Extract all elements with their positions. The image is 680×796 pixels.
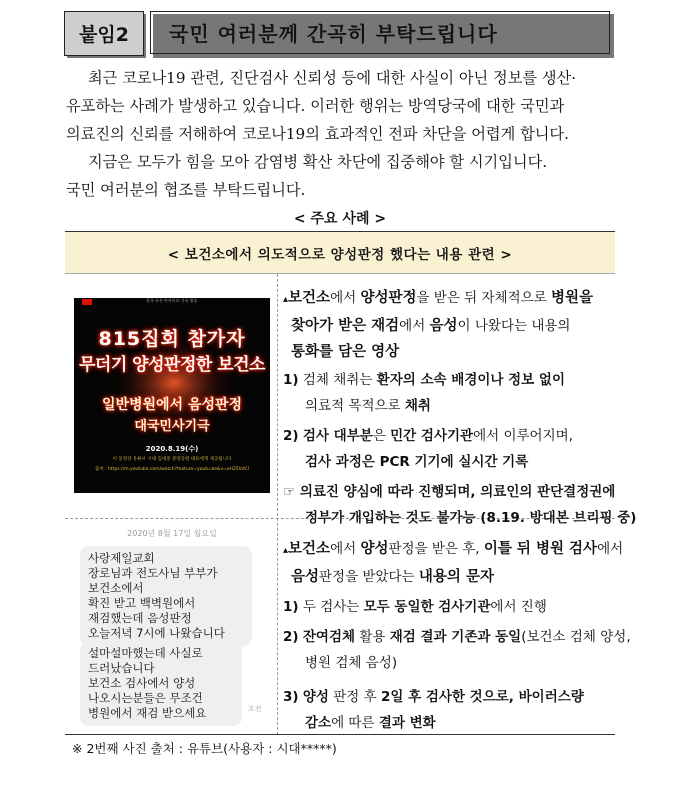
- intro-line: 유포하는 사례가 발생하고 있습니다. 이러한 행위는 방역당국에 대한 국민과: [66, 97, 565, 115]
- intro-paragraph: [66, 64, 614, 204]
- bullet-icon: ▴: [283, 545, 289, 556]
- video-title: 무더기 양성판정한 보건소: [79, 355, 265, 375]
- sms-bubble: 설마설마했는데 사실로 드러났습니다 보건소 검사에서 양성 나오시는분들은 무조건 병원에서 재검 받으세요: [80, 641, 242, 726]
- attachment-tag: 붙임2: [64, 11, 144, 56]
- case2-claim-line: ▴보건소에서 양성판정을 받은 후, 이틀 뒤 병원 검사에서: [283, 541, 624, 557]
- cases-title: < 주요 사례 >: [293, 211, 387, 227]
- sms-time: 오전: [248, 705, 262, 713]
- video-channel-text: 한국 사진 아카이브 기록 방송: [146, 298, 198, 303]
- video-subtitle: 대국민사기극: [134, 419, 210, 434]
- case1-point1: 의료적 목적으로 채취: [305, 398, 431, 414]
- broadcast-logo-icon: [82, 299, 92, 305]
- intro-line: 최근 코로나19 관련, 진단검사 신뢰성 등에 대한 사실이 아닌 정보를 생산·: [88, 69, 577, 87]
- case1-point2: 2) 검사 대부분은 민간 검사기관에서 이루어지며,: [283, 428, 573, 444]
- video-subtitle: 일반병원에서 음성판정: [101, 397, 243, 413]
- case1-note: 정부가 개입하는 것도 불가능 (8.19. 방대본 브리핑 중): [305, 510, 637, 526]
- case1-description: [283, 285, 637, 531]
- case2-point1: 1) 두 검사는 모두 동일한 검사기관에서 진행: [283, 599, 547, 615]
- sms-date: 2020년 8월 17일 월요일: [127, 529, 217, 538]
- case2-point3: 3) 양성 판정 후 2일 후 검사한 것으로, 바이러스량: [283, 689, 584, 705]
- case1-claim-line: 통화를 담은 영상: [291, 344, 400, 360]
- case1-note: ☞ 의료진 양심에 따라 진행되며, 의료인의 판단결정권에: [283, 484, 616, 500]
- video-caption: 이 동영상 유튜브 시대 김대중 중앙공원 대표에게 제공됩니다: [112, 457, 232, 462]
- footnote: ※ 2번째 사진 출처 : 유튜브(사용자 : 시대*****): [72, 741, 337, 756]
- table-header: < 보건소에서 의도적으로 양성판정 했다는 내용 관련 >: [65, 231, 615, 274]
- case1-claim-line: ▴보건소에서 양성판정을 받은 뒤 자체적으로 병원을: [283, 290, 594, 306]
- case2-claim-line: 음성판정을 받았다는 내용의 문자: [291, 569, 494, 585]
- case1-claim-line: 찾아가 받은 재검에서 음성이 나왔다는 내용의: [291, 318, 571, 334]
- case1-point1: 1) 검체 채취는 환자의 소속 배경이나 정보 없이: [283, 372, 566, 388]
- intro-line: 지금은 모두가 힘을 모아 감염병 확산 차단에 집중해야 할 시기입니다.: [88, 153, 548, 171]
- video-title: 815집회 참가자: [98, 328, 246, 350]
- page-title: 국민 여러분께 간곡히 부탁드립니다: [150, 11, 610, 54]
- page-header: [64, 11, 612, 56]
- case2-description: [283, 536, 631, 736]
- case2-point2: 2) 잔여검체 활용 재검 결과 기존과 동일(보건소 검체 양성,: [283, 629, 631, 645]
- pointing-hand-icon: ☞: [283, 484, 296, 500]
- case2-point3: 감소에 따른 결과 변화: [305, 715, 436, 731]
- sms-screenshot: [74, 526, 270, 728]
- video-source: 출처 : https://m.youtube.com/watch?feature=youtu.be&v=xH25VdCl: [95, 467, 249, 472]
- intro-line: 의료진의 신뢰를 저해하여 코로나19의 효과적인 전파 차단을 어렵게 합니다.: [66, 125, 569, 143]
- video-date: 2020.8.19(수): [145, 445, 199, 453]
- case1-point2: 검사 과정은 PCR 기기에 실시간 기록: [305, 454, 529, 470]
- intro-line: 국민 여러분의 협조를 부탁드립니다.: [66, 181, 306, 199]
- video-thumbnail: [74, 298, 270, 493]
- sms-bubble: 사랑제일교회 장로님과 전도사님 부부가 보건소에서 확진 받고 백벽원에서 재검했는데 음성판정 오늘저녁 7시에 나왔습니다: [80, 546, 252, 646]
- case2-point2: 병원 검체 음성): [305, 655, 398, 671]
- bullet-icon: ▴: [283, 294, 289, 305]
